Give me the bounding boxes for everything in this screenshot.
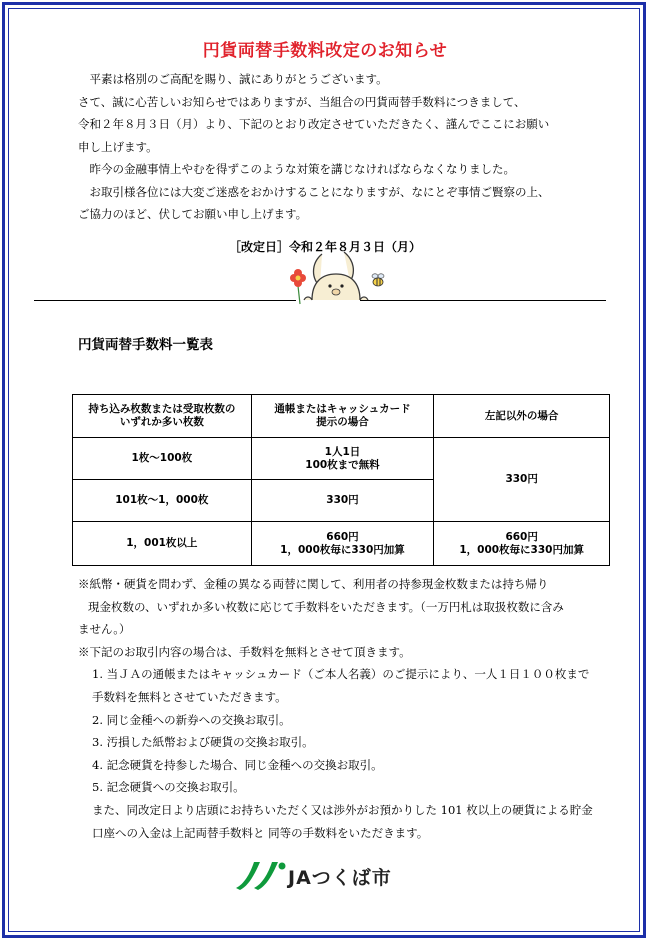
- rabbit-icon: [304, 252, 368, 300]
- note-line: ※紙幣・硬貨を問わず、金種の異なる両替に関して、利用者の持参現金枚数または持ち帰り: [78, 577, 549, 591]
- intro-text: [78, 68, 598, 226]
- closing-line: また、同改定日より店頭にお持ちいただく又は渉外がお預かりした 101 枚以上の硬貨による貯金: [92, 802, 593, 817]
- closing-line: 口座への入金は上記両替手数料と 同等の手数料をいただきます。: [92, 825, 429, 840]
- note-item: 3. 汚損した紙幣および硬貨の交換お取引。: [92, 735, 314, 750]
- intro-line: お取引様各位には大変ご迷惑をおかけすることになりますが、なにとぞ事情ご賢察の上、: [78, 184, 550, 199]
- header-with-card-label: 通帳またはキャッシュカード 提示の場合: [274, 403, 411, 428]
- row-count: 1枚～100枚: [73, 438, 252, 480]
- mascot-illustration: [282, 246, 394, 306]
- note-line: 現金枚数の、いずれか多い枚数に応じて手数料をいただきます。（一万円札は取扱枚数に含み: [88, 599, 564, 614]
- header-count: [73, 395, 252, 438]
- header-with-card: [251, 395, 434, 438]
- effective-date: ［改定日］令和２年８月３日（月）: [228, 240, 421, 254]
- ja-leaf-icon: [232, 858, 286, 892]
- header-other: [434, 395, 610, 438]
- intro-line: 申し上げます。: [78, 139, 158, 154]
- divider-right: [360, 300, 606, 301]
- bee-icon: [372, 274, 384, 286]
- table-header-row: [73, 395, 610, 438]
- row-with-card-value: 660円 1，000枚毎に330円加算: [280, 530, 405, 556]
- ja-logo: [232, 858, 412, 892]
- intro-line: さて、誠に心苦しいお知らせではありますが、当組合の円貨両替手数料につきまして、: [78, 94, 526, 109]
- note-item: 手数料を無料とさせていただきます。: [92, 689, 287, 704]
- row-other-value: 660円 1，000枚毎に330円加算: [459, 530, 584, 556]
- table-title: 円貨両替手数料一覧表: [78, 337, 213, 353]
- intro-line: 昨今の金融事情上やむを得ずこのような対策を講じなければならなくなりました。: [78, 162, 515, 176]
- fee-table: [72, 394, 610, 566]
- note-item: 1. 当ＪＡの通帳またはキャッシュカード（ご本人名義）のご提示により、一人１日１００枚まで: [92, 667, 590, 682]
- note-item: 4. 記念硬貨を持参した場合、同じ金種への交換お取引。: [92, 757, 383, 772]
- note-item: 2. 同じ金種への新券への交換お取引。: [92, 712, 291, 727]
- row-count: 101枚～1，000枚: [73, 480, 252, 522]
- page-title: 円貨両替手数料改定のお知らせ: [202, 41, 448, 61]
- note-item: 5. 記念硬貨への交換お取引。: [92, 780, 245, 795]
- header-count-label: 持ち込み枚数または受取枚数の いずれか多い枚数: [88, 403, 236, 428]
- note-heading: ※下記のお取引内容の場合は、手数料を無料とさせて頂きます。: [78, 644, 411, 659]
- note-line: ません。）: [78, 622, 131, 637]
- intro-line: ご協力のほど、伏してお願い申し上げます。: [78, 207, 308, 221]
- row-with-card: [251, 438, 434, 480]
- intro-line: 平素は格別のご高配を賜り、誠にありがとうございます。: [78, 72, 388, 86]
- logo-text: JAつくば市: [288, 867, 392, 889]
- row-with-card: 330円: [251, 480, 434, 522]
- notes-section: [78, 573, 618, 844]
- table-row: [73, 438, 610, 480]
- row-with-card: [251, 522, 434, 566]
- row-other-merged: 330円: [434, 438, 610, 522]
- row-with-card-value: 1人1日 100枚まで無料: [305, 445, 380, 471]
- divider-left: [34, 300, 296, 301]
- intro-line: 令和２年８月３日（月）より、下記のとおり改定させていただきたく、謹んでここにお願い: [78, 117, 550, 131]
- row-other: [434, 522, 610, 566]
- flower-icon: [290, 269, 306, 304]
- table-row: [73, 522, 610, 566]
- row-count: 1，001枚以上: [73, 522, 252, 566]
- header-other-label: 左記以外の場合: [484, 409, 559, 422]
